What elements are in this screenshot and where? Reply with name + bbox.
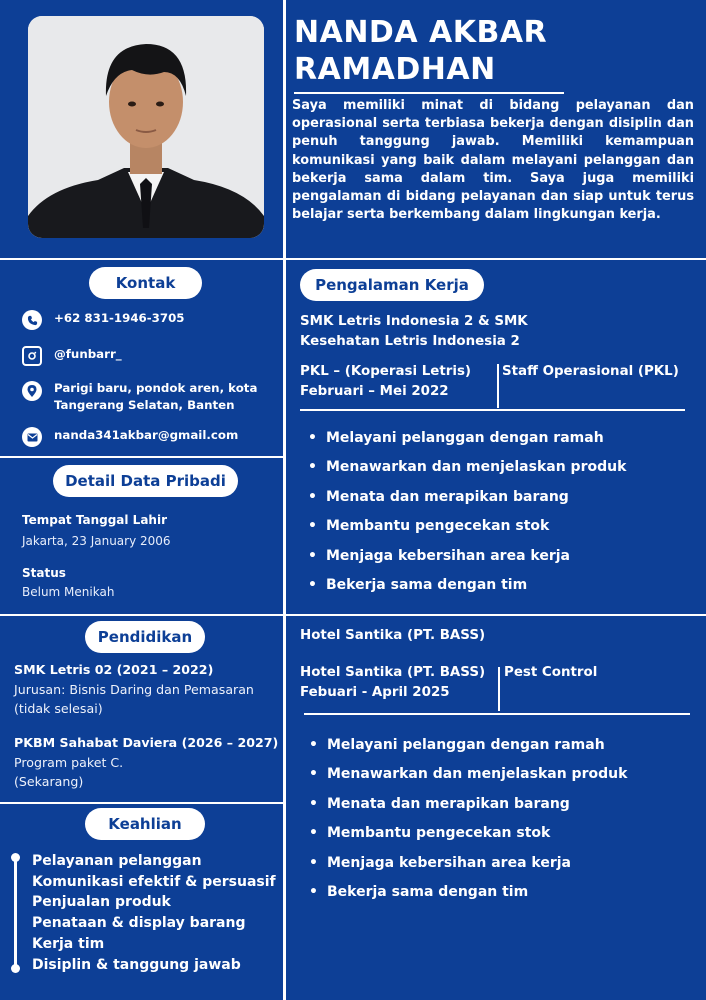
duty-item: • Bekerja sama dengan tim — [304, 571, 626, 600]
phone-icon — [22, 310, 42, 330]
skill-item: Penjualan produk — [32, 894, 171, 911]
skills-list — [32, 851, 276, 975]
status-label: Status — [22, 566, 66, 580]
duty-item: • Bekerja sama dengan tim — [305, 878, 627, 907]
job-underline — [304, 713, 690, 715]
location-icon — [22, 381, 42, 401]
skill-item: Disiplin & tanggung jawab — [32, 956, 241, 973]
duty-item: • Menata dan merapikan barang — [304, 483, 626, 512]
job-separator — [498, 667, 500, 711]
name-line-2: RAMADHAN — [294, 52, 496, 87]
school-note: (tidak selesai) — [14, 701, 103, 716]
company-line-1: SMK Letris Indonesia 2 & SMK — [300, 314, 528, 329]
section-divider — [0, 614, 706, 616]
school-detail: Program paket C. — [14, 754, 124, 770]
duty-item: • Melayani pelanggan dengan ramah — [305, 731, 627, 760]
birth-label: Tempat Tanggal Lahir — [22, 513, 168, 527]
job-company — [300, 312, 528, 352]
job-role: Staff Operasional (PKL) — [502, 364, 679, 379]
duty-item: • Membantu pengecekan stok — [305, 819, 627, 848]
duty-item: • Menjaga kebersihan area kerja — [305, 849, 627, 878]
skill-item: Penataan & display barang — [32, 915, 246, 932]
job-company: Hotel Santika (PT. BASS) — [300, 628, 486, 643]
status-value: Belum Menikah — [22, 585, 115, 599]
duty-item: • Menjaga kebersihan area kerja — [304, 542, 626, 571]
education-heading: Pendidikan — [85, 621, 205, 653]
phone-number: +62 831-1946-3705 — [54, 311, 185, 325]
name-line-1: NANDA AKBAR — [294, 15, 548, 50]
instagram-icon — [22, 346, 42, 366]
birth-value: Jakarta, 23 January 2006 — [22, 534, 171, 548]
school-name: SMK Letris 02 (2021 – 2022) — [14, 662, 214, 677]
instagram-handle: @funbarr_ — [54, 347, 122, 361]
job-role: Pest Control — [504, 665, 598, 680]
personal-heading: Detail Data Pribadi — [53, 465, 238, 497]
column-divider — [283, 0, 286, 1000]
name-underline — [294, 92, 564, 94]
section-divider — [0, 802, 283, 804]
education-item — [14, 660, 280, 719]
email-address: nanda341akbar@gmail.com — [54, 428, 239, 442]
timeline-dot — [11, 853, 20, 862]
skill-item: Komunikasi efektif & persuasif — [32, 873, 276, 890]
company-line-2: Kesehatan Letris Indonesia 2 — [300, 334, 520, 349]
mail-icon — [22, 427, 42, 447]
duty-item: • Menawarkan dan menjelaskan produk — [305, 760, 627, 789]
duty-item: • Melayani pelanggan dengan ramah — [304, 424, 626, 453]
experience-heading: Pengalaman Kerja — [300, 269, 484, 301]
contact-address — [22, 380, 257, 414]
timeline-dot — [11, 964, 20, 973]
job-period: Febuari - April 2025 — [300, 685, 450, 700]
skills-timeline — [14, 857, 17, 970]
duty-item: • Membantu pengecekan stok — [304, 512, 626, 541]
contact-phone — [22, 310, 185, 330]
contact-heading: Kontak — [89, 267, 202, 299]
job-place: Hotel Santika (PT. BASS) — [300, 665, 486, 680]
duty-item: • Menawarkan dan menjelaskan produk — [304, 453, 626, 482]
job-place-period — [300, 663, 485, 703]
profile-photo — [28, 16, 264, 238]
contact-instagram — [22, 346, 122, 366]
person-name — [294, 14, 547, 88]
job-place: PKL – (Koperasi Letris) — [300, 364, 472, 379]
section-divider — [0, 258, 706, 260]
job-duties — [304, 424, 626, 600]
skills-heading: Keahlian — [85, 808, 205, 840]
profile-summary: Saya memiliki minat di bidang pelayanan dan operasional serta terbiasa bekerja dengan disiplin dan penuh tanggung jawab. Memiliki kemampuan komunikasi yang baik dalam melayani pelanggan dan bekerja sama dalam tim. Saya juga memiliki pengalaman di bidang pelayanan dan siap untuk terus belajar serta berkembang dalam lingkungan kerja. — [292, 98, 694, 223]
job-duties — [305, 731, 627, 907]
contact-email — [22, 427, 238, 447]
job-place-period — [300, 362, 471, 402]
skill-item: Kerja tim — [32, 935, 105, 952]
address-line-2: Tangerang Selatan, Banten — [54, 398, 235, 412]
school-note: (Sekarang) — [14, 774, 84, 789]
school-detail: Jurusan: Bisnis Daring dan Pemasaran — [14, 681, 254, 697]
skill-item: Pelayanan pelanggan — [32, 853, 202, 869]
job-period: Februari – Mei 2022 — [300, 384, 449, 399]
section-divider — [0, 456, 283, 458]
job-underline — [300, 409, 685, 411]
job-separator — [497, 364, 499, 408]
address-line-1: Parigi baru, pondok aren, kota — [54, 381, 258, 395]
duty-item: • Menata dan merapikan barang — [305, 790, 627, 819]
education-item — [14, 733, 280, 792]
school-name: PKBM Sahabat Daviera (2026 – 2027) — [14, 735, 279, 750]
